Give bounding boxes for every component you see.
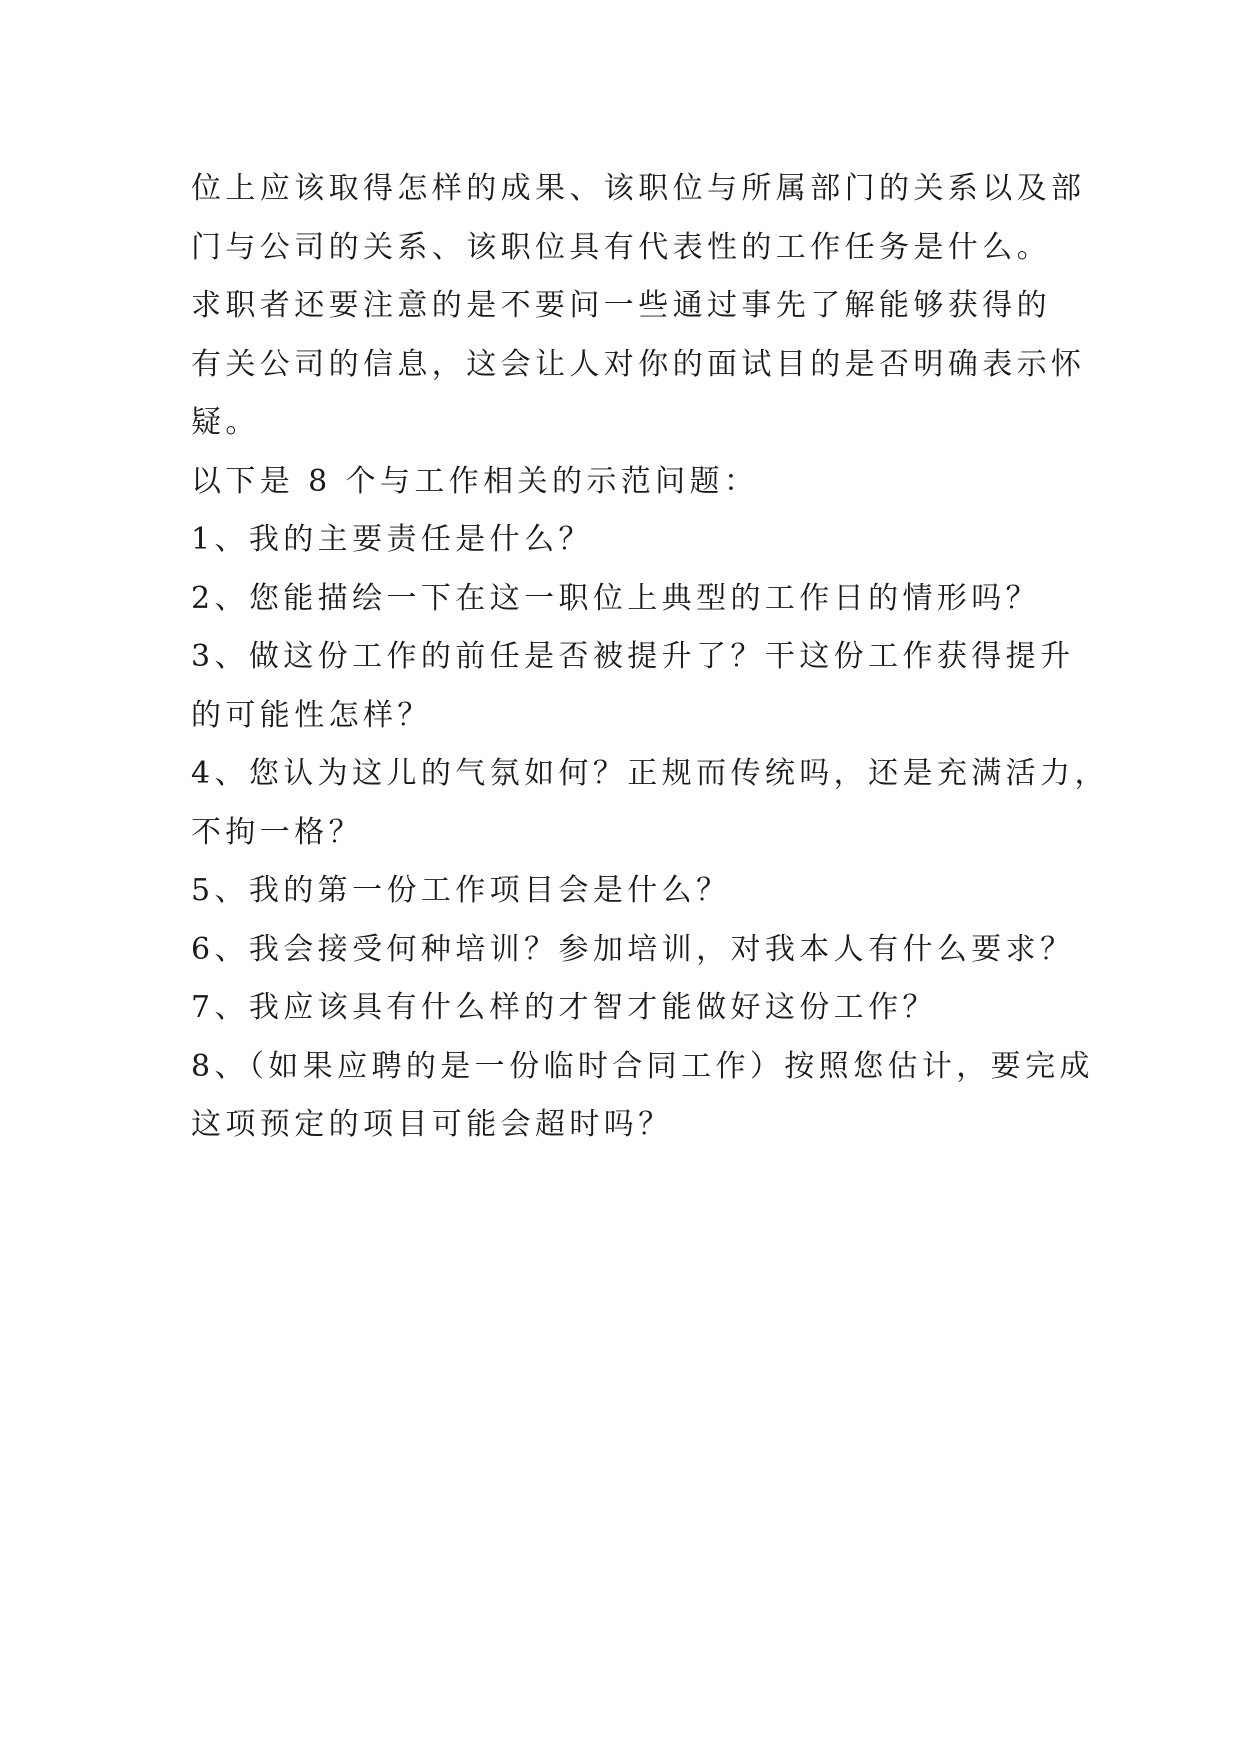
question-6: 6、我会接受何种培训？参加培训，对我本人有什么要求？	[191, 931, 1075, 967]
question-8-continued: 这项预定的项目可能会超时吗？	[191, 1107, 673, 1142]
question-5: 5、我的第一份工作项目会是什么？	[191, 873, 731, 908]
text-line: 求职者还要注意的是不要问一些通过事先了解能够获得的	[191, 288, 1051, 323]
question-4-continued: 不拘一格？	[191, 814, 363, 850]
question-3-continued: 的可能性怎样？	[191, 697, 432, 733]
body-text	[191, 160, 1109, 1155]
question-8: 8、（如果应聘的是一份临时合同工作）按照您估计，要完成	[191, 1048, 1094, 1084]
question-4: 4、您认为这儿的气氛如何？正规而传统吗，还是充满活力，	[191, 756, 1109, 791]
question-1: 1、我的主要责任是什么？	[191, 522, 593, 557]
text-line: 有关公司的信息，这会让人对你的面试目的是否明确表示怀	[191, 346, 1086, 382]
question-2: 2、您能描绘一下在这一职位上典型的工作日的情形吗？	[191, 580, 1041, 616]
text-line: 位上应该取得怎样的成果、该职位与所属部门的关系以及部	[191, 171, 1086, 206]
section-intro: 以下是 8 个与工作相关的示范问题：	[191, 463, 759, 499]
question-7: 7、我应该具有什么样的才智才能做好这份工作？	[191, 990, 937, 1025]
text-line: 门与公司的关系、该职位具有代表性的工作任务是什么。	[191, 229, 1051, 265]
text-line: 疑。	[191, 405, 260, 440]
question-3: 3、做这份工作的前任是否被提升了？干这份工作获得提升	[191, 639, 1075, 674]
